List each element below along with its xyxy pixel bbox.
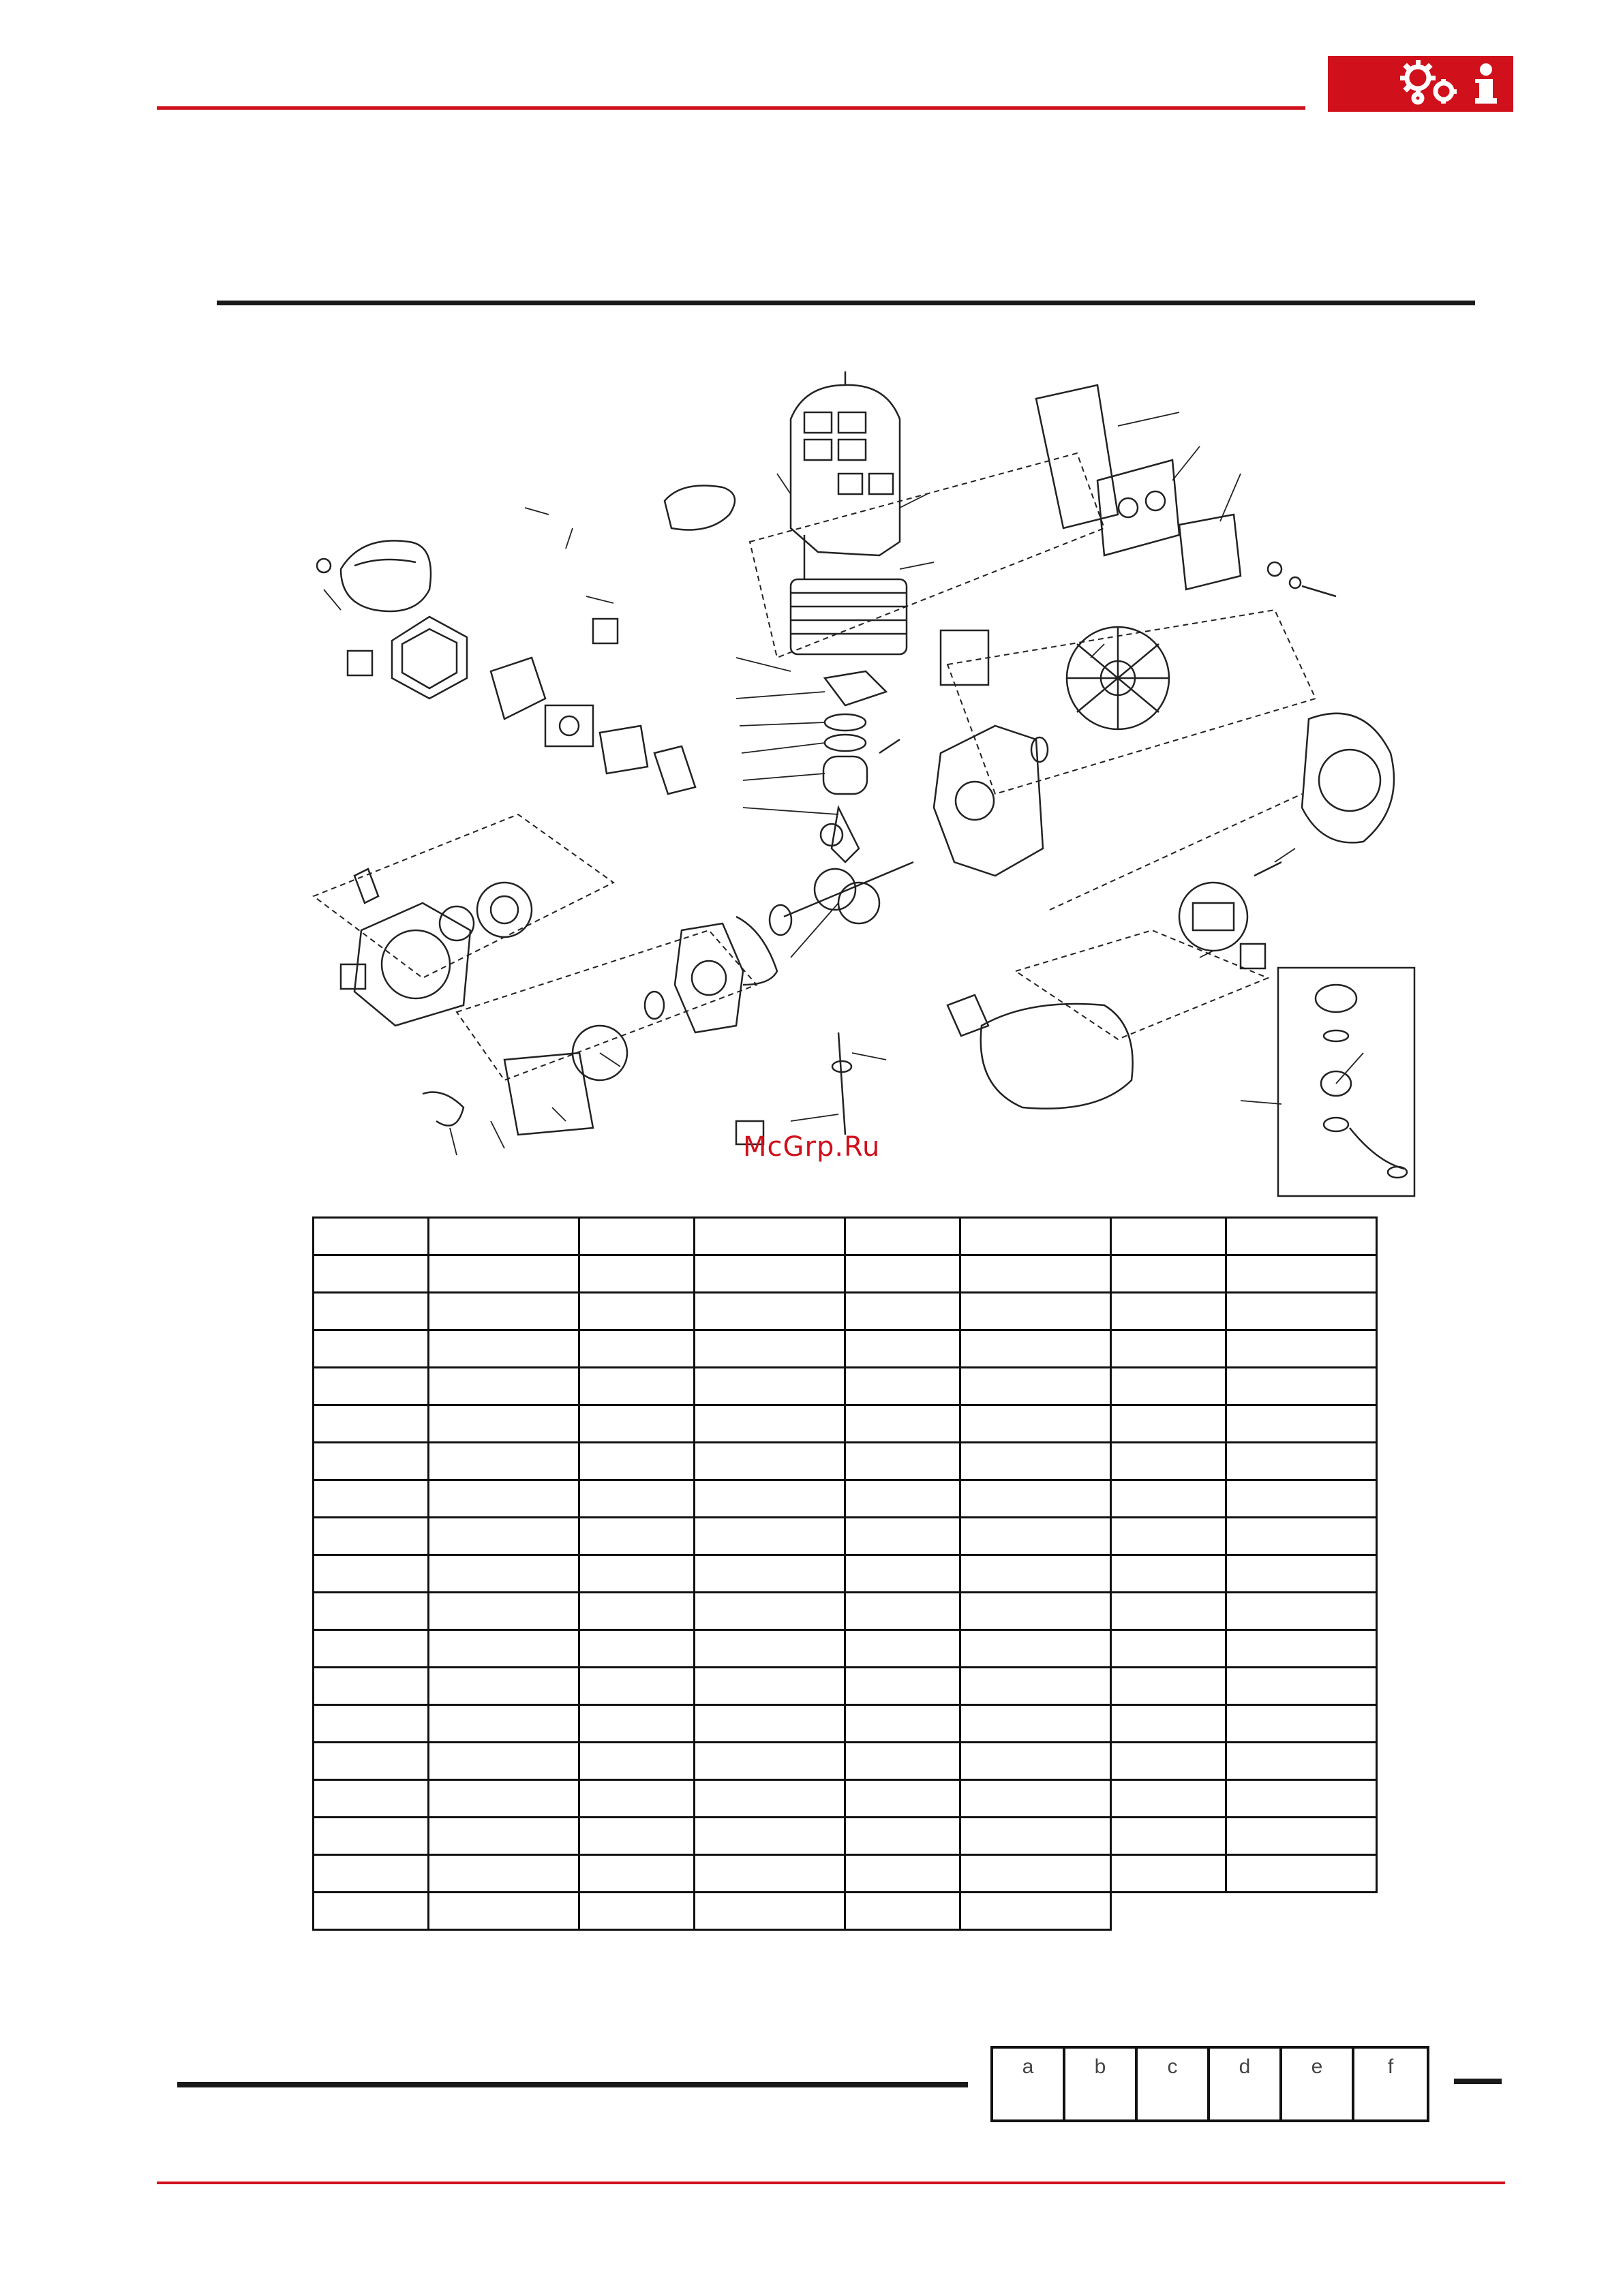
table-cell (695, 1855, 845, 1893)
choke-cover-part (665, 486, 735, 530)
table-cell (579, 1855, 695, 1893)
table-cell (314, 1668, 429, 1705)
section-rule (217, 301, 1475, 305)
fuel-cap-inset (1278, 968, 1414, 1196)
watermark: McGrp.Ru (743, 1131, 881, 1163)
table-cell (429, 1405, 579, 1443)
parts-list-table (312, 1216, 1378, 1931)
table-cell (579, 1255, 695, 1293)
footer-rule (177, 2082, 968, 2087)
header-rule (157, 106, 1305, 110)
fan-housing-part (1302, 714, 1394, 843)
table-cell (845, 1818, 960, 1855)
table-cell (429, 1818, 579, 1855)
clutch-shoe-part (1179, 862, 1281, 951)
language-tab-b[interactable]: b (1065, 2049, 1138, 2119)
table-cell (1111, 1218, 1226, 1255)
table-cell (695, 1893, 845, 1930)
table-cell (695, 1668, 845, 1705)
table-row (314, 1630, 1377, 1668)
gears-icon (1407, 67, 1452, 102)
table-cell (845, 1480, 960, 1518)
table-cell (695, 1705, 845, 1743)
table-cell (1111, 1818, 1226, 1855)
table-cell (1111, 1705, 1226, 1743)
crankshaft-part (770, 862, 913, 935)
table-cell (1111, 1443, 1226, 1480)
table-cell (579, 1780, 695, 1818)
table-row (314, 1593, 1377, 1630)
table-cell (1111, 1293, 1226, 1330)
table-cell (429, 1255, 579, 1293)
table-cell (695, 1480, 845, 1518)
engine-cover-part (791, 371, 900, 555)
table-cell (1226, 1405, 1377, 1443)
table-cell (579, 1405, 695, 1443)
table-cell (314, 1480, 429, 1518)
table-cell (845, 1893, 960, 1930)
table-row (314, 1780, 1377, 1818)
table-cell (845, 1855, 960, 1893)
table-cell (1111, 1518, 1226, 1555)
table-cell (960, 1818, 1111, 1855)
table-cell (314, 1818, 429, 1855)
table-cell (579, 1480, 695, 1518)
table-cell (314, 1518, 429, 1555)
table-cell (845, 1218, 960, 1255)
table-cell (1226, 1293, 1377, 1330)
table-cell (695, 1368, 845, 1405)
table-cell (695, 1405, 845, 1443)
table-cell (845, 1405, 960, 1443)
table-cell (579, 1518, 695, 1555)
table-cell (845, 1518, 960, 1555)
table-row (314, 1405, 1377, 1443)
table-cell (1226, 1480, 1377, 1518)
table-cell (314, 1593, 429, 1630)
table-cell (314, 1743, 429, 1780)
table-cell (429, 1855, 579, 1893)
table-cell (845, 1293, 960, 1330)
table-row (314, 1555, 1377, 1593)
table-cell (579, 1293, 695, 1330)
table-cell (960, 1480, 1111, 1518)
table-cell (314, 1368, 429, 1405)
table-cell (845, 1705, 960, 1743)
table-cell (429, 1668, 579, 1705)
table-cell (695, 1293, 845, 1330)
table-cell (579, 1705, 695, 1743)
table-cell (1226, 1555, 1377, 1593)
table-cell (1226, 1255, 1377, 1293)
language-tab-a[interactable]: a (993, 2049, 1065, 2119)
table-cell (579, 1555, 695, 1593)
table-cell (960, 1330, 1111, 1368)
table-cell (1226, 1443, 1377, 1480)
table-row (314, 1218, 1377, 1255)
table-cell (960, 1743, 1111, 1780)
table-cell (1111, 1255, 1226, 1293)
table-cell (1111, 1855, 1226, 1893)
table-cell (960, 1405, 1111, 1443)
table-row (314, 1705, 1377, 1743)
table-cell (695, 1518, 845, 1555)
table-cell (1111, 1630, 1226, 1668)
table-cell (695, 1255, 845, 1293)
table-cell (429, 1218, 579, 1255)
table-cell (845, 1555, 960, 1593)
table-cell (314, 1855, 429, 1893)
table-cell (429, 1480, 579, 1518)
table-cell (960, 1368, 1111, 1405)
table-row (314, 1480, 1377, 1518)
table-cell (960, 1443, 1111, 1480)
table-cell (314, 1218, 429, 1255)
table-cell (1111, 1330, 1226, 1368)
table-cell (960, 1293, 1111, 1330)
table-cell (845, 1368, 960, 1405)
table-cell (429, 1705, 579, 1743)
filter-element-part (392, 617, 467, 699)
table-cell (960, 1255, 1111, 1293)
table-cell (960, 1630, 1111, 1668)
table-cell (314, 1893, 429, 1930)
table-row (314, 1443, 1377, 1480)
table-cell (579, 1668, 695, 1705)
table-cell (1226, 1818, 1377, 1855)
table-cell (429, 1630, 579, 1668)
table-cell (1226, 1518, 1377, 1555)
table-cell (845, 1668, 960, 1705)
table-cell (1111, 1405, 1226, 1443)
table-cell (845, 1443, 960, 1480)
table-cell (960, 1855, 1111, 1893)
table-cell (314, 1293, 429, 1330)
table-cell (579, 1893, 695, 1930)
drive-shaft-part (736, 1032, 851, 1144)
table-cell (314, 1405, 429, 1443)
table-cell (579, 1593, 695, 1630)
table-cell (695, 1555, 845, 1593)
table-cell (960, 1705, 1111, 1743)
table-cell (960, 1668, 1111, 1705)
language-tab-c[interactable]: c (1138, 2049, 1210, 2119)
page-marker (1454, 2079, 1502, 2084)
table-cell (845, 1780, 960, 1818)
table-cell (314, 1255, 429, 1293)
page-bottom-rule (157, 2182, 1505, 2184)
table-cell (960, 1893, 1111, 1930)
clutch-plate-part (423, 1026, 627, 1135)
table-row (314, 1743, 1377, 1780)
language-tab-d[interactable]: d (1210, 2049, 1282, 2119)
table-cell (1111, 1743, 1226, 1780)
table-cell (579, 1218, 695, 1255)
language-tab-f[interactable]: f (1387, 2055, 1394, 2078)
table-cell (1226, 1368, 1377, 1405)
table-cell (695, 1330, 845, 1368)
table-row (314, 1668, 1377, 1705)
crankcase-part (934, 630, 1048, 876)
language-tabs (990, 2046, 1429, 2122)
table-cell (579, 1368, 695, 1405)
table-cell (845, 1743, 960, 1780)
table-cell (429, 1330, 579, 1368)
table-cell (429, 1555, 579, 1593)
table-cell (579, 1743, 695, 1780)
table-row (314, 1855, 1377, 1893)
table-row (314, 1293, 1377, 1330)
table-cell (845, 1255, 960, 1293)
piston-assembly-part (821, 671, 900, 862)
brand-badge (1328, 56, 1513, 112)
table-cell (579, 1443, 695, 1480)
table-cell (579, 1630, 695, 1668)
carburetor-part (491, 658, 695, 794)
table-cell (1226, 1855, 1377, 1893)
table-cell (314, 1705, 429, 1743)
table-cell (314, 1780, 429, 1818)
table-cell (1111, 1555, 1226, 1593)
table-cell (1226, 1893, 1377, 1930)
table-row (314, 1518, 1377, 1555)
fuel-tank-part (947, 995, 1133, 1109)
table-cell (960, 1218, 1111, 1255)
table-cell (314, 1330, 429, 1368)
table-cell (429, 1368, 579, 1405)
table-cell (429, 1743, 579, 1780)
table-cell (1226, 1593, 1377, 1630)
table-cell (429, 1443, 579, 1480)
table-cell (960, 1780, 1111, 1818)
table-cell (695, 1443, 845, 1480)
table-cell (1111, 1368, 1226, 1405)
table-cell (314, 1630, 429, 1668)
table-cell (429, 1293, 579, 1330)
table-cell (579, 1330, 695, 1368)
table-cell (695, 1818, 845, 1855)
table-cell (1111, 1668, 1226, 1705)
table-row (314, 1330, 1377, 1368)
table-cell (1226, 1743, 1377, 1780)
table-cell (960, 1555, 1111, 1593)
table-cell (695, 1630, 845, 1668)
table-cell (429, 1893, 579, 1930)
table-cell (1226, 1218, 1377, 1255)
table-cell (845, 1330, 960, 1368)
table-cell (1226, 1780, 1377, 1818)
table-cell (1226, 1330, 1377, 1368)
muffler-part (1036, 385, 1336, 596)
table-cell (314, 1555, 429, 1593)
table-row (314, 1893, 1377, 1930)
table-cell (429, 1593, 579, 1630)
table-cell (429, 1780, 579, 1818)
table-cell (429, 1518, 579, 1555)
air-filter-cover-part (317, 540, 431, 611)
crankcase-half-part (645, 917, 777, 1032)
table-cell (1111, 1780, 1226, 1818)
table-cell (1226, 1668, 1377, 1705)
exploded-parts-diagram (300, 371, 1425, 1203)
table-cell (579, 1818, 695, 1855)
table-cell (695, 1218, 845, 1255)
table-cell (695, 1743, 845, 1780)
table-cell (1111, 1480, 1226, 1518)
table-row (314, 1368, 1377, 1405)
table-cell (1111, 1593, 1226, 1630)
table-cell (314, 1443, 429, 1480)
language-tab-e[interactable]: e (1282, 2049, 1354, 2119)
table-cell (960, 1593, 1111, 1630)
table-cell (1226, 1630, 1377, 1668)
table-cell (695, 1593, 845, 1630)
info-icon (1475, 63, 1497, 104)
table-cell (845, 1630, 960, 1668)
table-cell (1226, 1705, 1377, 1743)
table-cell (845, 1593, 960, 1630)
table-cell (1111, 1893, 1226, 1930)
table-cell (695, 1780, 845, 1818)
table-cell (960, 1518, 1111, 1555)
table-row (314, 1255, 1377, 1293)
table-row (314, 1818, 1377, 1855)
